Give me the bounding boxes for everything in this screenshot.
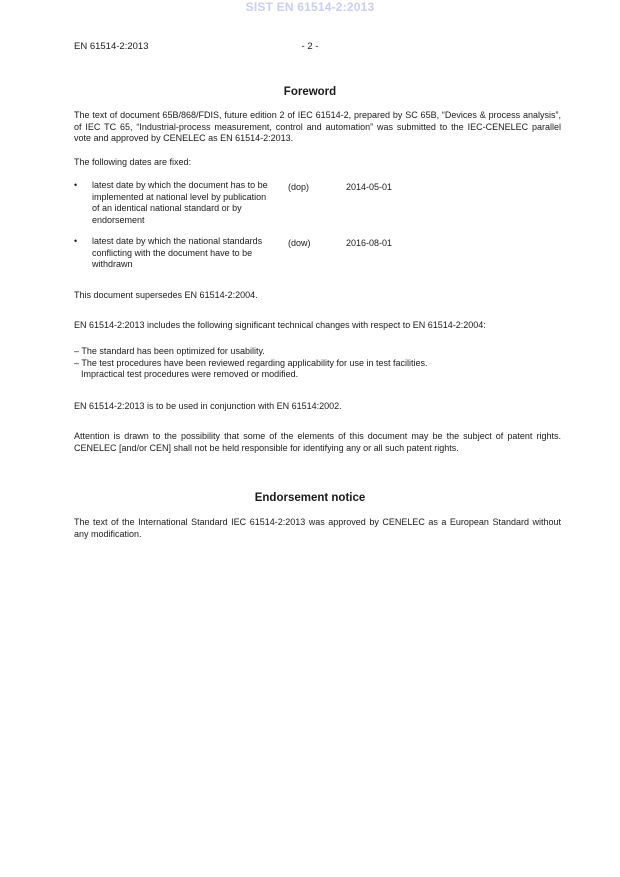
foreword-intro: The text of document 65B/868/FDIS, future edition 2 of IEC 61514-2, prepared by SC 65B, “Devices & process analysis”, of IEC TC 65, “Industrial-process measurement, control and automation” was submitted to the IEC-CENELEC parallel vote and approved by CENELEC as EN 61514-2:2013.	[74, 110, 561, 143]
watermark: SIST EN 61514-2:2013	[245, 0, 375, 14]
changes-intro: EN 61514-2:2013 includes the following significant technical changes with respect to EN 61514-2:2004:	[74, 320, 486, 330]
page-number: - 2 -	[301, 41, 319, 52]
list-item: – The standard has been optimized for usability.	[74, 346, 265, 356]
list-item: Impractical test procedures were removed or modified.	[81, 369, 299, 379]
date-value: 2014-05-01	[346, 182, 393, 192]
dates-list	[74, 180, 561, 276]
foreword-heading: Foreword	[283, 86, 337, 98]
date-code: (dop)	[288, 182, 310, 192]
endorsement-text: The text of the International Standard IEC 61514-2:2013 was approved by CENELEC as a European Standard without any modification.	[74, 517, 561, 539]
list-item	[74, 236, 561, 276]
changes-list	[74, 346, 561, 381]
supersedes-note: This document supersedes EN 61514-2:2004.	[74, 290, 258, 300]
header-document-id: EN 61514-2:2013	[74, 41, 149, 52]
list-item: – The test procedures have been reviewed regarding applicability for use in test facilities.	[74, 357, 428, 368]
conjunction-note: EN 61514-2:2013 is to be used in conjunction with EN 61514:2002.	[74, 401, 342, 411]
date-description: latest date by which the document has to be implemented at national level by publication of an identical national standard or by endorsement	[92, 180, 268, 225]
date-description: latest date by which the national standards conflicting with the document have to be withdrawn	[92, 236, 263, 269]
bullet-icon: •	[74, 180, 78, 190]
endorsement-heading: Endorsement notice	[254, 492, 366, 504]
date-value: 2016-08-01	[346, 238, 393, 248]
dates-intro: The following dates are fixed:	[74, 157, 192, 167]
patent-notice: Attention is drawn to the possibility that some of the elements of this document may be the subject of patent rights. CENELEC [and/or CEN] shall not be held responsible for identifying any or all such patent rights.	[74, 431, 561, 453]
bullet-icon: •	[74, 236, 78, 246]
date-code: (dow)	[288, 238, 311, 248]
list-item	[74, 180, 561, 236]
